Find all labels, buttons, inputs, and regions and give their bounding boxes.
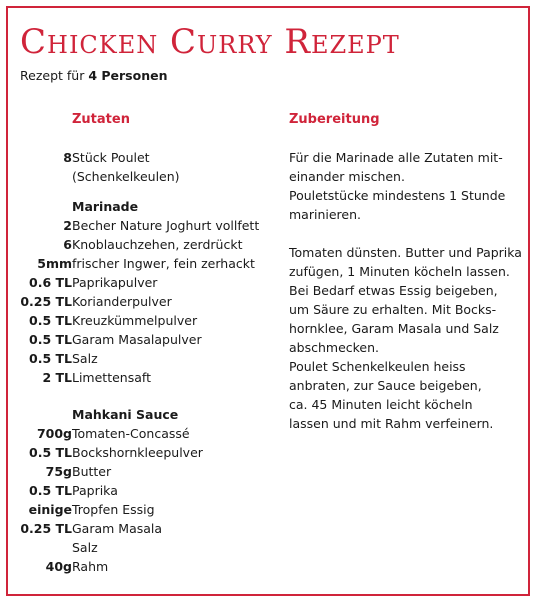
ingredient-row (8, 254, 278, 273)
servings-prefix: Rezept für (20, 68, 89, 83)
ingredient-quantity: 0.5 TL (29, 313, 72, 328)
preparation-line: Pouletstücke mindestens 1 Stunde (289, 188, 506, 203)
ingredient-quantity: einige (28, 502, 72, 517)
ingredient-row (8, 424, 278, 443)
ingredient-quantity: 0.5 TL (29, 332, 72, 347)
recipe-card (6, 6, 530, 596)
preparation-line: um Säure zu erhalten. Mit Bocks- (289, 302, 497, 317)
ingredient-name: Becher Nature Joghurt vollfett (72, 218, 260, 233)
ingredient-row (8, 311, 278, 330)
ingredient-name: Tropfen Essig (72, 502, 155, 517)
preparation-line: anbraten, zur Sauce beigeben, (289, 378, 482, 393)
ingredient-name: Rahm (72, 559, 109, 574)
ingredients-heading: Zutaten (72, 112, 130, 127)
preparation-line: einander mischen. (289, 169, 405, 184)
preparation-line: abschmecken. (289, 340, 380, 355)
ingredient-row (8, 538, 278, 557)
ingredient-quantity: 6 (63, 237, 72, 252)
ingredient-row (8, 235, 278, 254)
ingredient-quantity: 0.5 TL (29, 351, 72, 366)
preparation-line: Tomaten dünsten. Butter und Paprika (289, 245, 522, 260)
ingredient-row (8, 273, 278, 292)
ingredient-row (8, 216, 278, 235)
ingredient-quantity: 2 TL (42, 370, 72, 385)
preparation-line: lassen und mit Rahm verfeinern. (289, 416, 494, 431)
ingredient-row (8, 500, 278, 519)
ingredient-name: Tomaten-Concassé (72, 426, 190, 441)
ingredient-row (8, 368, 278, 387)
preparation-line: Bei Bedarf etwas Essig beigeben, (289, 283, 498, 298)
ingredient-quantity: 0.5 TL (29, 445, 72, 460)
ingredient-name: Paprikapulver (72, 275, 158, 290)
preparation-line: zufügen, 1 Minuten köcheln lassen. (289, 264, 510, 279)
ingredient-quantity: 0.25 TL (20, 294, 72, 309)
ingredient-name: Paprika (72, 483, 118, 498)
ingredient-row (8, 519, 278, 538)
ingredient-name: Kreuzkümmelpulver (72, 313, 198, 328)
ingredient-quantity: 2 (63, 218, 72, 233)
preparation-line: ca. 45 Minuten leicht köcheln (289, 397, 473, 412)
ingredient-name: Korianderpulver (72, 294, 172, 309)
ingredient-row (8, 349, 278, 368)
ingredient-quantity: 40g (45, 559, 72, 574)
servings-line (20, 68, 167, 84)
ingredient-name: Salz (72, 351, 98, 366)
ingredient-row (8, 462, 278, 481)
preparation-heading: Zubereitung (289, 112, 380, 127)
ingredient-quantity: 0.25 TL (20, 521, 72, 536)
ingredient-group-heading: Mahkani Sauce (72, 407, 179, 422)
ingredient-row (8, 167, 278, 186)
ingredient-name: Limettensaft (72, 370, 151, 385)
ingredient-name: (Schenkelkeulen) (72, 169, 180, 184)
preparation-line: marinieren. (289, 207, 361, 222)
ingredient-name: Knoblauchzehen, zerdrückt (72, 237, 243, 252)
ingredient-quantity: 0.6 TL (29, 275, 72, 290)
ingredient-name: frischer Ingwer, fein zerhackt (72, 256, 255, 271)
ingredient-name: Stück Poulet (72, 150, 150, 165)
preparation-line: Poulet Schenkelkeulen heiss (289, 359, 466, 374)
ingredient-row (8, 330, 278, 349)
ingredient-quantity: 0.5 TL (29, 483, 72, 498)
ingredient-quantity: 5mm (37, 256, 72, 271)
ingredient-name: Garam Masalapulver (72, 332, 202, 347)
ingredient-row (8, 481, 278, 500)
ingredient-quantity: 75g (45, 464, 72, 479)
ingredient-quantity: 700g (36, 426, 72, 441)
ingredient-quantity: 8 (63, 150, 72, 165)
ingredient-name: Bockshornkleepulver (72, 445, 203, 460)
ingredient-row (8, 148, 278, 167)
ingredient-name: Salz (72, 540, 98, 555)
ingredient-row (8, 292, 278, 311)
preparation-line: Für die Marinade alle Zutaten mit- (289, 150, 503, 165)
recipe-title: Chicken Curry Rezept (20, 22, 400, 62)
ingredient-row (8, 443, 278, 462)
ingredient-name: Butter (72, 464, 112, 479)
ingredient-group-heading: Marinade (72, 199, 139, 214)
servings-count: 4 Personen (88, 68, 168, 83)
ingredient-row (8, 557, 278, 576)
ingredient-name: Garam Masala (72, 521, 163, 536)
preparation-line: hornklee, Garam Masala und Salz (289, 321, 499, 336)
